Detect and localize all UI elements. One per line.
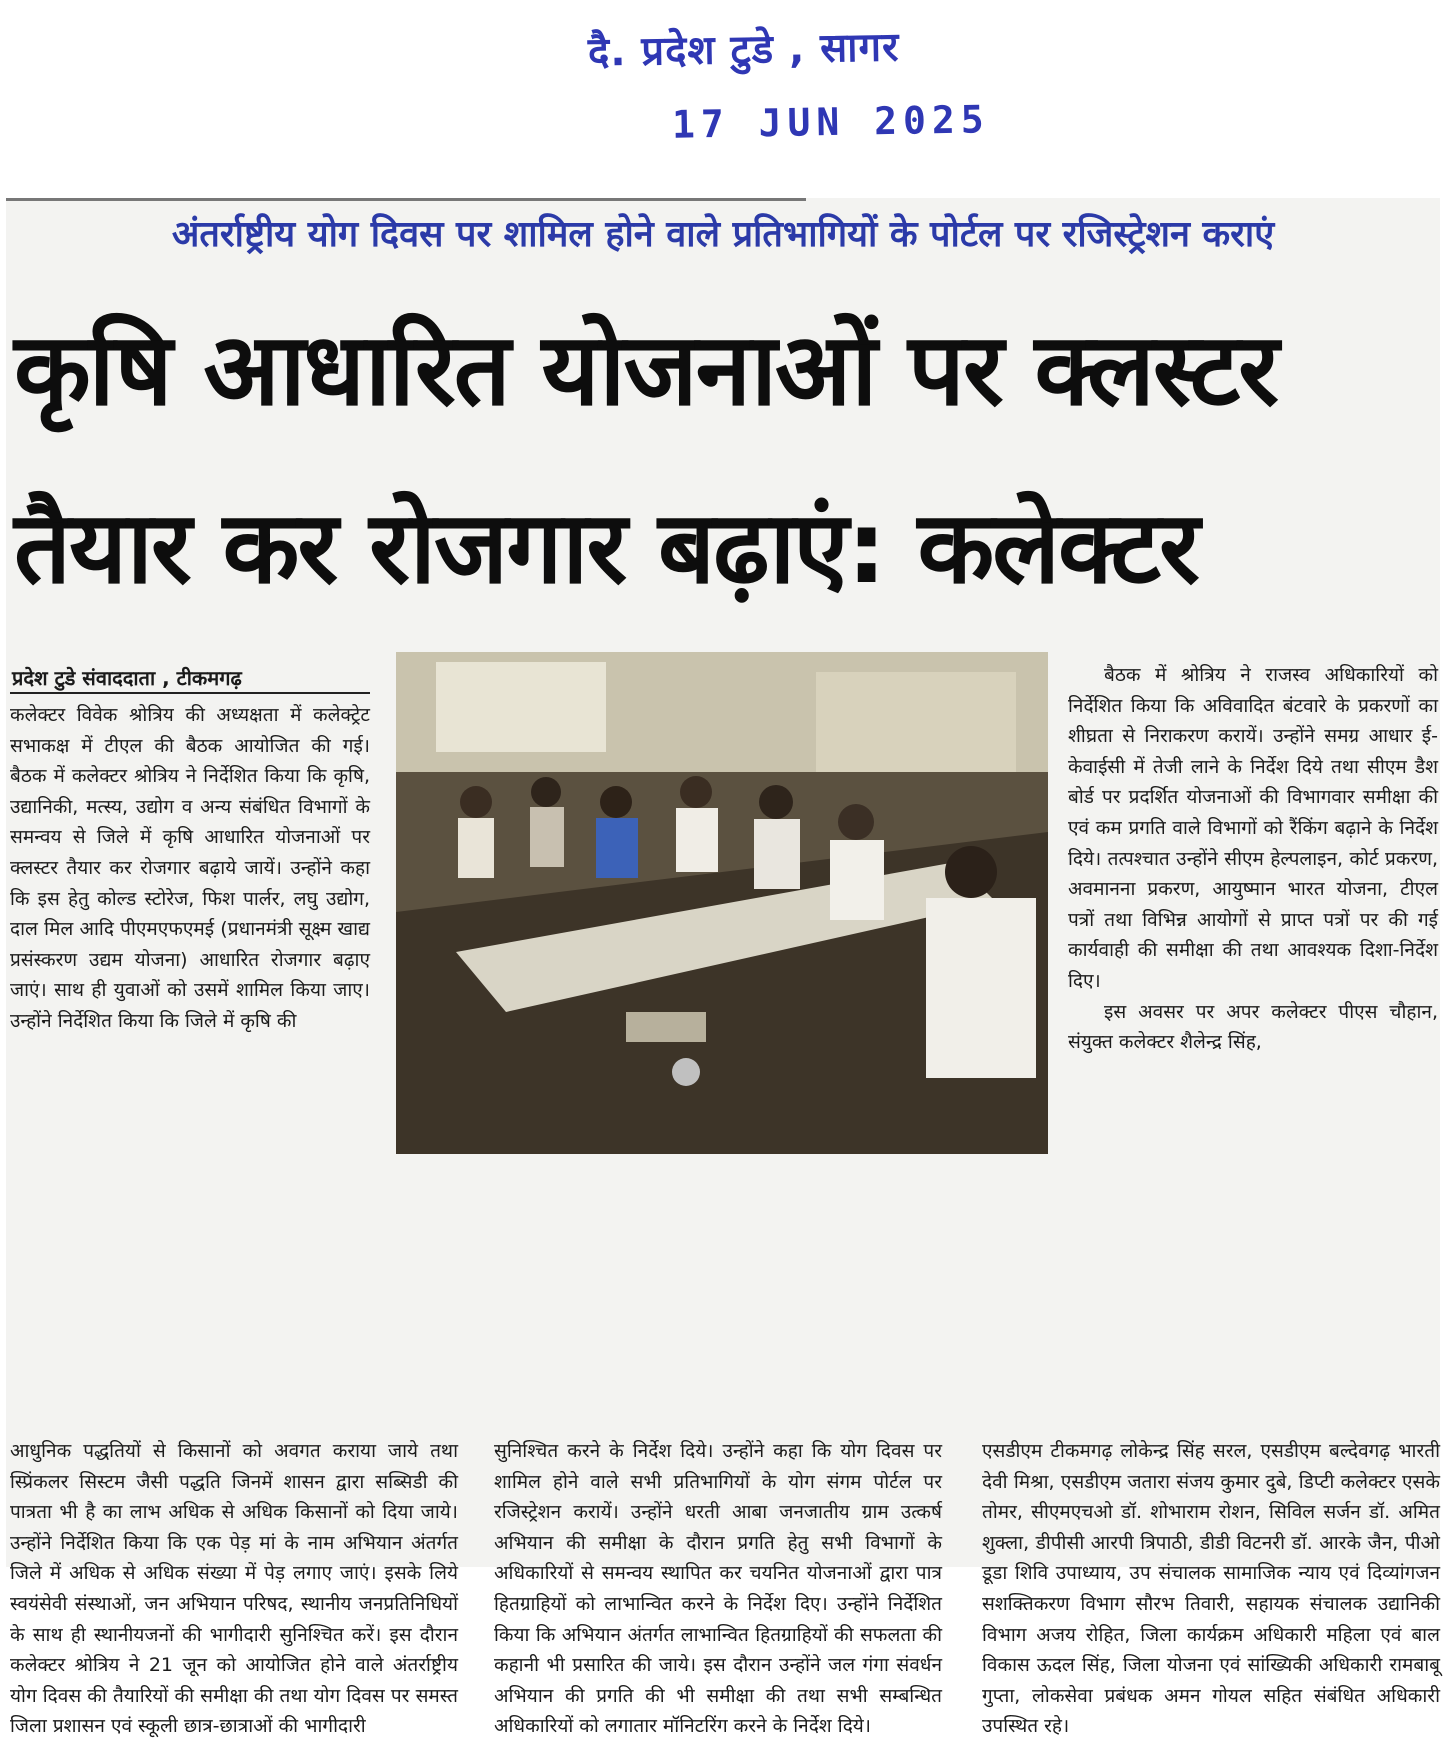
article-column-left-bottom bbox=[10, 1436, 458, 1742]
paragraph: आधुनिक पद्धतियों से किसानों को अवगत कराया जाये तथा स्प्रिंकलर सिस्टम जैसी पद्धति जिनमें शासन द्वारा सब्सिडी की पात्रता भी है का लाभ अधिक से अधिक किसानों को दिया जाये। उन्होंने निर्देशित किया कि एक पेड़ मां के नाम अभियान अंतर्गत जिले में अधिक से अधिक संख्या में पेड़ लगाए जाएं। इसके लिये स्वयंसेवी संस्थाओं, जन अभियान परिषद, स्थानीय जनप्रतिनिधियों के साथ ही स्थानीयजनों की भागीदारी सुनिश्चित करें। इस दौरान कलेक्टर श्रोत्रिय ने 21 जून को आयोजित होने वाले अंतर्राष्ट्रीय योग दिवस की तैयारियों की समीक्षा की तथा योग दिवस पर समस्त जिला प्रशासन एवं स्कूली छात्र-छात्राओं की भागीदारी bbox=[10, 1440, 458, 1738]
newspaper-clipping bbox=[6, 198, 1440, 1738]
article-column-left-top bbox=[10, 700, 370, 1037]
top-divider bbox=[6, 198, 806, 201]
article-kicker: अंतर्राष्ट्रीय योग दिवस पर शामिल होने वाले प्रतिभागियों के पोर्टल पर रजिस्ट्रेशन कराएं bbox=[171, 214, 1275, 255]
article-column-middle bbox=[494, 1436, 942, 1742]
date-stamp: 17 JUN 2025 bbox=[671, 97, 991, 147]
paragraph: एसडीएम टीकमगढ़ लोकेन्द्र सिंह सरल, एसडीएम बल्देवगढ़ भारती देवी मिश्रा, एसडीएम जतारा संजय कुमार दुबे, डिप्टी कलेक्टर एसके तोमर, सीएमएचओ डॉ. शोभाराम रोशन, सिविल सर्जन डॉ. अमित शुक्ला, डीपीसी आरपी त्रिपाठी, डीडी विटनरी डॉ. आरके जैन, पीओ डूडा शिवि उपाध्याय, उप संचालक सामाजिक न्याय एवं दिव्यांगजन सशक्तिकरण विभाग सौरभ तिवारी, सहायक संचालक उद्यानिकी विभाग अजय रोहित, जिला कार्यक्रम अधिकारी महिला एवं बाल विकास ऊदल सिंह, जिला योजना एवं सांख्यिकी अधिकारी रामबाबू गुप्ता, लोकसेवा प्रबंधक अमन गोयल सहित संबंधित अधिकारी उपस्थित रहे। bbox=[982, 1440, 1440, 1738]
headline-line-1: कृषि आधारित योजनाओं पर क्लस्टर bbox=[14, 311, 1278, 428]
article-column-right-bottom bbox=[982, 1436, 1440, 1742]
headline-line-2: तैयार कर रोजगार बढ़ाएं: कलेक्टर bbox=[14, 489, 1198, 606]
byline-divider bbox=[10, 692, 370, 694]
article-column-right bbox=[1068, 660, 1438, 1058]
meeting-photo bbox=[396, 652, 1048, 1154]
paragraph: बैठक में श्रोत्रिय ने राजस्व अधिकारियों को निर्देशित किया कि अविवादित बंटवारे के प्रकरणों का शीघ्रता से निराकरण करायें। उन्होंने समग्र आधार ई-केवाईसी में तेजी लाने के निर्देश दिये तथा सीएम डैश बोर्ड पर प्रदर्शित योजनाओं की विभागवार समीक्षा की एवं कम प्रगति वाले विभागों को रैंकिंग बढ़ाने के निर्देश दिये। तत्पश्चात उन्होंने सीएम हेल्पलाइन, कोर्ट प्रकरण, अवमानना प्रकरण, आयुष्मान भारत योजना, टीएल पत्रों तथा विभिन्न आयोगों से प्राप्त पत्रों पर की गई कार्यवाही की समीक्षा की तथा आवश्यक दिशा-निर्देश दिए। bbox=[1068, 664, 1438, 992]
newspaper-source-stamp: दै. प्रदेश टुडे , सागर bbox=[587, 24, 900, 76]
paragraph: सुनिश्चित करने के निर्देश दिये। उन्होंने कहा कि योग दिवस पर शामिल होने वाले सभी प्रतिभागियों के योग संगम पोर्टल पर रजिस्ट्रेशन करायें। उन्होंने धरती आबा जनजातीय ग्राम उत्कर्ष अभियान की समीक्षा के दौरान प्रगति हेतु सभी विभागों के अधिकारियों से समन्वय स्थापित कर चयनित योजनाओं द्वारा पात्र हितग्राहियों को लाभान्वित करने के निर्देश दिए। उन्होंने निर्देशित किया कि अभियान अंतर्गत लाभान्वित हितग्राहियों की सफलता की कहानी भी प्रसारित की जाये। इस दौरान उन्होंने जल गंगा संवर्धन अभियान की प्रगति की भी समीक्षा की तथा सभी सम्बन्धित अधिकारियों को लगातार मॉनिटरिंग करने के निर्देश दिये। bbox=[494, 1440, 942, 1738]
paragraph: इस अवसर पर अपर कलेक्टर पीएस चौहान, संयुक्त कलेक्टर शैलेन्द्र सिंह, bbox=[1068, 1000, 1438, 1054]
meeting-photo-image bbox=[396, 652, 1048, 1154]
paragraph: कलेक्टर विवेक श्रोत्रिय की अध्यक्षता में कलेक्ट्रेट सभाकक्ष में टीएल की बैठक आयोजित की गई। बैठक में कलेक्टर श्रोत्रिय ने निर्देशित किया कि कृषि, उद्यानिकी, मत्स्य, उद्योग व अन्य संबंधित विभागों के समन्वय से जिले में कृषि आधारित योजनाओं पर क्लस्टर तैयार कर रोजगार बढ़ाये जायें। उन्होंने कहा कि इस हेतु कोल्ड स्टोरेज, फिश पार्लर, लघु उद्योग, दाल मिल आदि पीएमएफएमई (प्रधानमंत्री सूक्ष्म खाद्य प्रसंस्करण उद्यम योजना) आधारित रोजगार बढ़ाए जाएं। साथ ही युवाओं को उसमें शामिल किया जाए। उन्होंने निर्देशित किया कि जिले में कृषि की bbox=[10, 704, 370, 1032]
byline: प्रदेश टुडे संवाददाता , टीकमगढ़ bbox=[12, 666, 242, 690]
